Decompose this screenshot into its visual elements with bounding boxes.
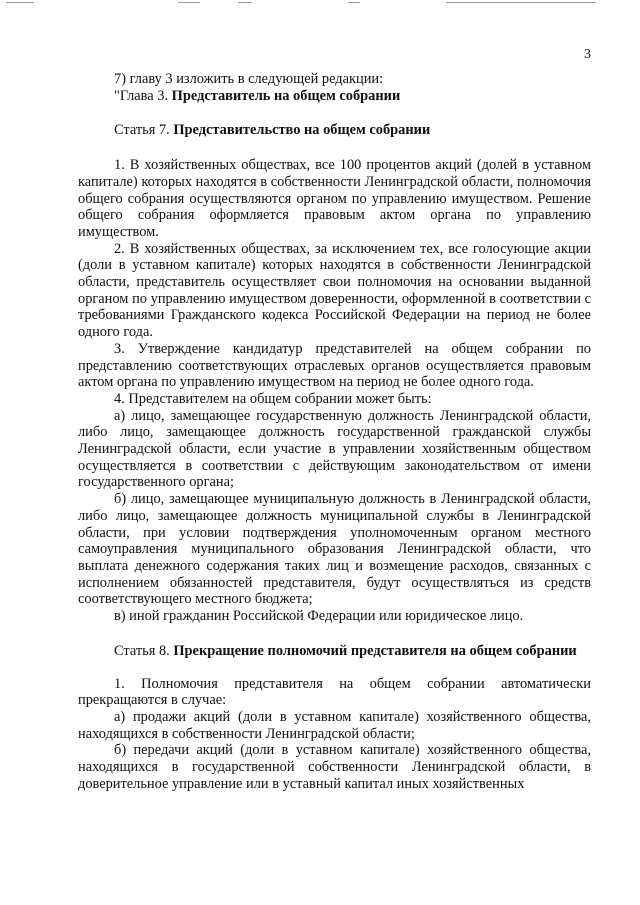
article-7-item-a: а) лицо, замещающее государственную должность Ленинградской области, либо лицо, замещающее должность государственной гражданской службы Ленинградской области, если участие в управлении хозяйственным обществом осуществляется в соответствии с действующим законодательством от имени государственного органа; xyxy=(78,407,591,491)
article-8-item-b: б) передачи акций (доли в уставном капитале) хозяйственного общества, находящихся в государственной собственности Ленинградской области, в доверительное управление или в уставный капитал иных хозяйственных xyxy=(78,742,591,792)
article-8-title: Прекращение полномочий представителя на общем собрании xyxy=(173,642,577,659)
scan-top-edge xyxy=(0,0,640,6)
article-8-paragraph-1: 1. Полномочия представителя на общем собрании автоматически прекращаются в случае: xyxy=(78,675,591,709)
article-7-item-b: б) лицо, замещающее муниципальную должность в Ленинградской области, либо лицо, замещающее должность муниципальной службы в Ленинградской области, при условии подтверждения уполномоченным органом местного самоуправления муниципального образования Ленинградской области, что выплата денежного содержания таких лиц и возмещение расходов, связанных с исполнением обязанностей представителя, будут осуществляться из средств соответствующего местного бюджета; xyxy=(78,491,591,608)
article-7-paragraph-4: 4. Представителем на общем собрании может быть: xyxy=(114,390,432,407)
article-7-item-v: в) иной гражданин Российской Федерации или юридическое лицо. xyxy=(114,608,524,625)
article-7-paragraph-2: 2. В хозяйственных обществах, за исключением тех, все голосующие акции (доли в уставном капитале) которых находятся в собственности Ленинградской области, представитель осуществляет свои полномочия на основании выданной органом по управлению имуществом доверенности, оформленной в соответствии с требованиями Гражданского кодекса Российской Федерации на период не более одного года. xyxy=(78,240,591,341)
page-number: 3 xyxy=(584,47,591,62)
article-8-heading: Статья 8. Прекращение полномочий представителя на общем собрании xyxy=(114,642,577,659)
chapter-title: Представитель на общем собрании xyxy=(171,87,401,104)
intro-line: 7) главу 3 изложить в следующей редакции: xyxy=(114,71,384,87)
article-7-title: Представительство на общем собрании xyxy=(173,122,431,139)
article-7-paragraph-1: 1. В хозяйственных обществах, все 100 процентов акций (долей в уставном капитале) которых находятся в собственности Ленинградской области, полномочия общего собрания осуществляются органом по управлению имуществом. Решение общего собрания оформляется правовым актом органа по управлению имуществом. xyxy=(78,157,591,240)
document-body xyxy=(78,71,591,792)
chapter-heading: "Глава 3. Представитель на общем собрании xyxy=(114,87,401,104)
article-7-paragraph-3: 3. Утверждение кандидатур представителей на общем собрании по представлению соответствующих отраслевых органов осуществляется правовым актом органа по управлению имуществом на период не более одного года. xyxy=(78,340,591,391)
article-8-item-a: а) продажи акций (доли в уставном капитале) хозяйственного общества, находящихся в собственности Ленинградской области; xyxy=(78,708,591,742)
article-7-heading: Статья 7. Представительство на общем собрании xyxy=(114,122,431,139)
